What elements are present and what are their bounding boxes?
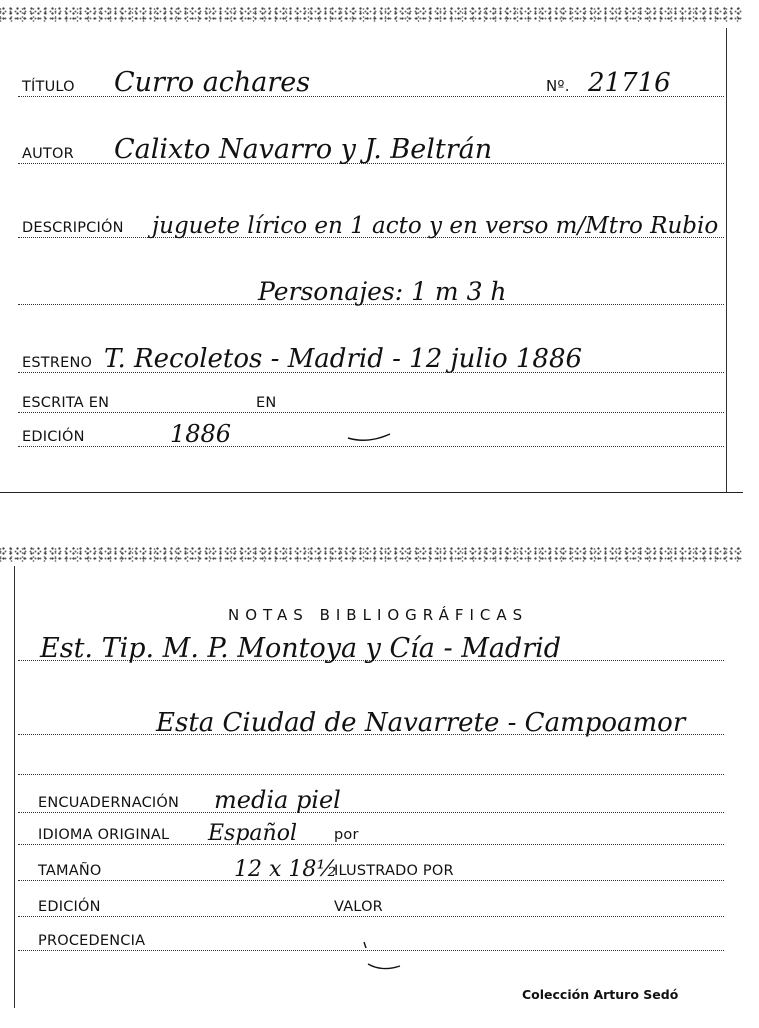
- titulo-row: [18, 67, 724, 98]
- edicion-bottom-label: EDICIÓN: [38, 899, 101, 915]
- numero-label: Nº.: [546, 77, 570, 95]
- edicion-label: EDICIÓN: [22, 429, 85, 445]
- escrita-en-label: EN: [256, 395, 277, 411]
- edicion-bottom-row: [18, 892, 724, 917]
- notes-row-3: [18, 750, 724, 775]
- edicion-value: 1886: [170, 420, 232, 448]
- estreno-label: ESTRENO: [22, 355, 93, 371]
- notes-row-1: [18, 633, 724, 664]
- autor-row: [18, 134, 724, 165]
- idioma-por-label: por: [334, 827, 359, 843]
- tamano-value: 12 x 18½: [234, 857, 338, 882]
- notes-row-2: [18, 708, 724, 738]
- tamano-label: TAMAÑO: [38, 863, 102, 879]
- procedencia-pen-mark: [360, 936, 406, 976]
- encuadernacion-label: ENCUADERNACIÓN: [38, 795, 180, 811]
- card-bottom-left-border: [14, 566, 15, 1008]
- procedencia-label: PROCEDENCIA: [38, 933, 146, 949]
- encuadernacion-value: media piel: [214, 786, 341, 814]
- idioma-row: [18, 820, 724, 845]
- titulo-value: Curro achares: [114, 67, 311, 98]
- estreno-value: T. Recoletos - Madrid - 12 julio 1886: [104, 344, 583, 374]
- coleccion-footer: Colección Arturo Sedó: [522, 987, 679, 1002]
- descripcion-row-2: [18, 277, 724, 306]
- note-2: Esta Ciudad de Navarrete - Campoamor: [156, 708, 686, 738]
- escrita-label: ESCRITA EN: [22, 395, 110, 411]
- note-1: Est. Tip. M. P. Montoya y Cía - Madrid: [40, 633, 562, 664]
- escrita-row: [18, 388, 724, 413]
- tamano-row: [18, 856, 724, 881]
- descripcion-value-2: Personajes: 1 m 3 h: [258, 277, 507, 306]
- idioma-label: IDIOMA ORIGINAL: [38, 827, 170, 843]
- autor-value: Calixto Navarro y J. Beltrán: [114, 134, 493, 165]
- titulo-label: TÍTULO: [22, 79, 75, 95]
- card-bottom-edge-speckle: [0, 546, 743, 562]
- ilustrado-label: ILUSTRADO POR: [334, 863, 454, 879]
- encuadernacion-row: [18, 788, 724, 813]
- estreno-row: [18, 344, 724, 374]
- edicion-dash-mark: [346, 430, 394, 444]
- catalog-card-bottom: [0, 540, 743, 1028]
- edicion-row: [18, 422, 724, 447]
- card-top-edge-speckle: [0, 6, 743, 22]
- numero-value: 21716: [588, 68, 671, 98]
- autor-label: AUTOR: [22, 146, 74, 162]
- card-top-right-border: [726, 28, 727, 493]
- catalog-card-top: [0, 0, 743, 493]
- descripcion-row: [18, 213, 724, 238]
- descripcion-value: juguete lírico en 1 acto y en verso m/Mtro Rubio: [152, 213, 719, 239]
- descripcion-label: DESCRIPCIÓN: [22, 220, 124, 236]
- valor-label: VALOR: [334, 899, 383, 915]
- notas-heading: NOTAS BIBLIOGRÁFICAS: [228, 606, 529, 624]
- card-separator: [0, 492, 743, 493]
- idioma-value: Español: [208, 821, 297, 846]
